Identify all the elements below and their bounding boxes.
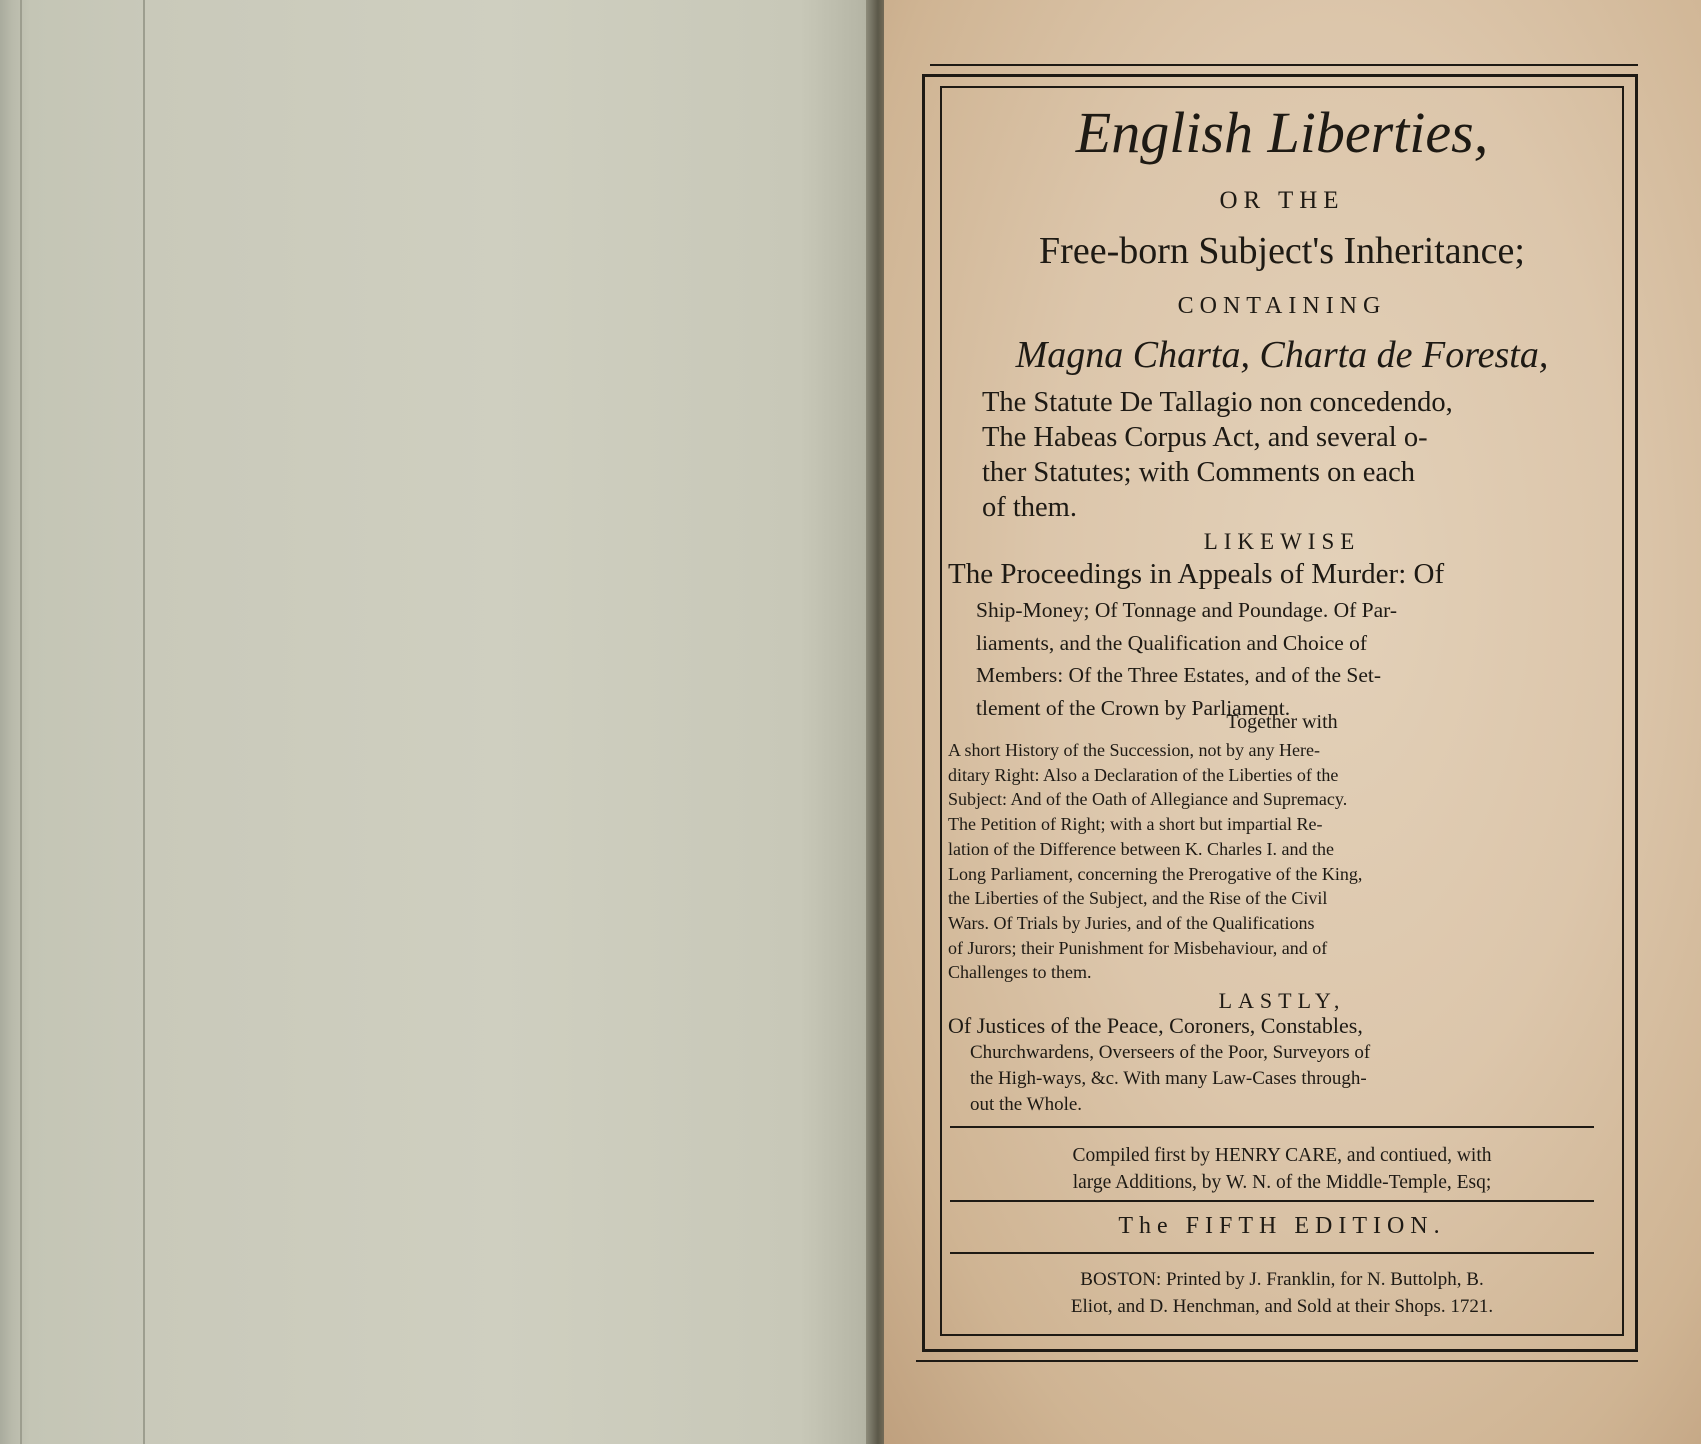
- imprint-block: [946, 1266, 1618, 1320]
- likewise-heading: LIKEWISE: [1203, 529, 1361, 554]
- book-gutter: [866, 0, 886, 1444]
- proceedings-first-line: The Proceedings in Appeals of Murder: Of: [948, 558, 1445, 590]
- statutes-line: of them.: [982, 492, 1077, 523]
- proceedings-line: liaments, and the Qualification and Choice of: [976, 630, 1368, 655]
- justices-block: [970, 1040, 1598, 1118]
- page-edge-line: [143, 0, 145, 1444]
- proceedings-line: Members: Of the Three Estates, and of the Set-: [976, 663, 1381, 687]
- history-line: Long Parliament, concerning the Prerogative of the King,: [948, 863, 1363, 884]
- subtitle: Free-born Subject's Inheritance;: [1039, 230, 1525, 272]
- history-line: A short History of the Succession, not by any Here-: [948, 740, 1320, 760]
- divider-rule: [950, 1200, 1594, 1202]
- containing-heading: CONTAINING: [1177, 293, 1387, 319]
- history-line: the Liberties of the Subject, and the Rise of the Civil: [948, 888, 1328, 909]
- edition-line: The FIFTH EDITION.: [1118, 1213, 1446, 1239]
- justices-line: out the Whole.: [970, 1094, 1083, 1115]
- justices-first-line: Of Justices of the Peace, Coroners, Constables,: [948, 1013, 1363, 1038]
- proceedings-block: [976, 594, 1594, 724]
- page-edge-line: [20, 0, 22, 1444]
- history-line: Challenges to them.: [948, 962, 1092, 983]
- history-line: The Petition of Right; with a short but impartial Re-: [948, 814, 1323, 835]
- divider-rule: [950, 1252, 1594, 1254]
- book-title: English Liberties,: [1075, 100, 1489, 165]
- justices-line: Churchwardens, Overseers of the Poor, Surveyors of: [970, 1042, 1371, 1063]
- magna-charta-line: Magna Charta, Charta de Foresta,: [1015, 334, 1549, 376]
- compiled-line: Compiled first by HENRY CARE, and contiued, with: [1072, 1145, 1492, 1166]
- bottom-rule: [916, 1360, 1638, 1362]
- history-line: Subject: And of the Oath of Allegiance and Supremacy.: [948, 789, 1348, 810]
- compiled-line: large Additions, by W. N. of the Middle-Temple, Esq;: [1072, 1172, 1492, 1193]
- together-with: Together with: [1226, 711, 1338, 733]
- imprint-line: BOSTON: Printed by J. Franklin, for N. Buttolph, B.: [1080, 1269, 1484, 1290]
- top-rule: [930, 64, 1638, 66]
- statutes-block: [982, 385, 1637, 525]
- proceedings-line: Ship-Money; Of Tonnage and Poundage. Of Par-: [976, 598, 1398, 622]
- lastly-heading: LASTLY,: [1218, 988, 1346, 1013]
- imprint-line: Eliot, and D. Henchman, and Sold at their Shops. 1721.: [1070, 1296, 1494, 1317]
- history-line: lation of the Difference between K. Charles I. and the: [948, 838, 1335, 859]
- or-the: OR THE: [1219, 187, 1345, 214]
- statutes-line: The Habeas Corpus Act, and several o-: [982, 422, 1428, 453]
- history-line: ditary Right: Also a Declaration of the Liberties of the: [948, 764, 1339, 785]
- history-line: Wars. Of Trials by Juries, and of the Qualifications: [948, 912, 1315, 933]
- statutes-line: ther Statutes; with Comments on each: [982, 457, 1415, 488]
- compiled-block: [946, 1142, 1618, 1196]
- history-line: of Jurors; their Punishment for Misbehaviour, and of: [948, 937, 1328, 958]
- statutes-line: The Statute De Tallagio non concedendo,: [982, 387, 1453, 418]
- history-block: [948, 738, 1606, 985]
- divider-rule: [950, 1126, 1594, 1128]
- justices-line: the High-ways, &c. With many Law-Cases through-: [970, 1068, 1367, 1089]
- proceedings-line: tlement of the Crown by Parliament.: [976, 695, 1291, 720]
